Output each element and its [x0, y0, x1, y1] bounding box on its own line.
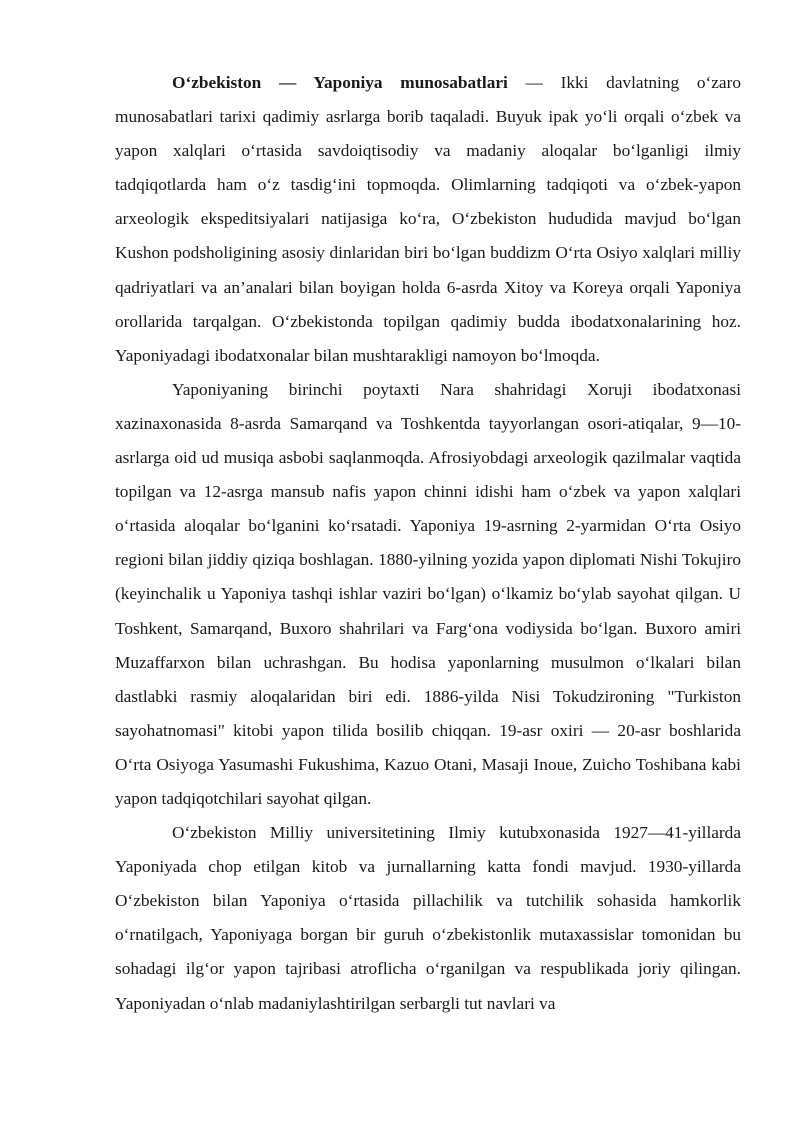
paragraph-history: Yaponiyaning birinchi poytaxti Nara shahridagi Xoruji ibodatxonasi xazinaxonasida 8-asrda Samarqand va Toshkentda tayyorlangan osori-atiqalar, 9—10-asrlarga oid ud musiqa asbobi saqlanmoqda. Afrosiyobdagi arxeologik qazilmalar vaqtida topilgan va 12-asrga mansub nafis yapon chinni idishi ham o‘zbek va yapon xalqlari o‘rtasida aloqalar bo‘lganini ko‘rsatadi. Yaponiya 19-asrning 2-yarmidan O‘rta Osiyo regioni bilan jiddiy qiziqa boshlagan. 1880-yilning yozida yapon diplomati Nishi Tokujiro (keyinchalik u Yaponiya tashqi ishlar vaziri bo‘lgan) o‘lkamiz bo‘ylab sayohat qilgan. U Toshkent, Samarqand, Buxoro shahrilari va Farg‘ona vodiysida bo‘lgan. Buxoro amiri Muzaffarxon bilan uchrashgan. Bu hodisa yaponlarning musulmon o‘lkalari bilan dastlabki rasmiy aloqalaridan biri edi. 1886-yilda Nisi Tokudzironing "Turkiston sayohatnomasi" kitobi yapon tilida bosilib chiqqan. 19-asr oxiri — 20-asr boshlarida O‘rta Osiyoga Yasumashi Fukushima, Kazuo Otani, Masaji Inoue, Zuicho Toshibana kabi yapon tadqiqotchilari sayohat qilgan.: [115, 379, 741, 808]
paragraph-intro-text: — Ikki davlatning o‘zaro munosabatlari tarixi qadimiy asrlarga borib taqaladi. Buyuk ipak yo‘li orqali o‘zbek va yapon xalqlari o‘rtasida savdoiqtisodiy va madaniy aloqalar bo‘lganligi ilmiy tadqiqotlarda ham o‘z tasdig‘ini topmoqda. Olimlarning tadqiqoti va o‘zbek-yapon arxeologik ekspeditsiyalari natijasiga ko‘ra, O‘zbekiston hududida mavjud bo‘lgan Kushon podsholigining asosiy dinlaridan biri bo‘lgan buddizm O‘rta Osiyo xalqlari milliy qadriyatlari va an’analari bilan boyigan holda 6-asrda Xitoy va Koreya orqali Yaponiya orollarida tarqalgan. O‘zbekistonda topilgan qadimiy budda ibodatxonalarining hoz. Yaponiyadagi ibodatxonalar bilan mushtarakligi namoyon bo‘lmoqda.: [115, 73, 741, 365]
paragraph-cooperation: O‘zbekiston Milliy universitetining Ilmiy kutubxonasida 1927—41-yillarda Yaponiyada chop etilgan kitob va jurnallarning katta fondi mavjud. 1930-yillarda O‘zbekiston bilan Yaponiya o‘rtasida pillachilik va tutchilik sohasida hamkorlik o‘rnatilgach, Yaponiyaga borgan bir guruh o‘zbekistonlik mutaxassislar tomonidan bu sohadagi ilg‘or yapon tajribasi atroflicha o‘rganilgan va respublikada joriy qilingan. Yaponiyadan o‘nlab madaniylashtirilgan serbargli tut navlari va: [115, 823, 741, 1013]
document-page: [115, 66, 741, 1021]
paragraph-intro: [115, 66, 741, 373]
article-title-lead: O‘zbekiston — Yaponiya munosabatlari: [172, 73, 508, 92]
